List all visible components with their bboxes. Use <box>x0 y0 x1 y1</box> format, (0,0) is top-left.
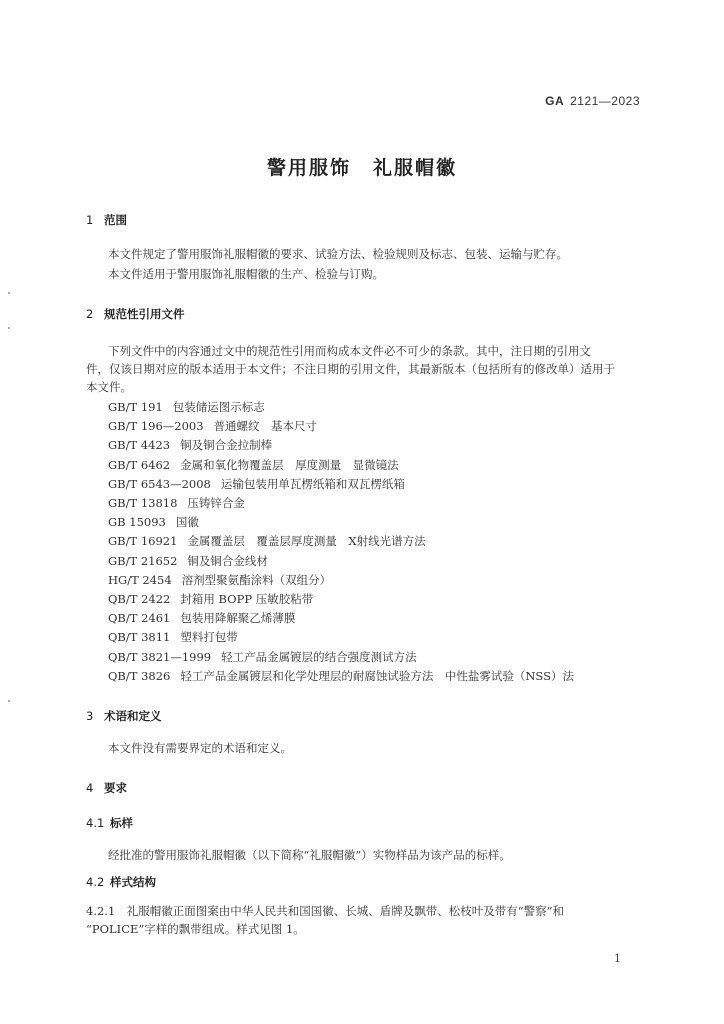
section-title: 术语和定义 <box>104 709 162 723</box>
standard-prefix: GA <box>545 94 565 108</box>
reference-name: 压铸锌合金 <box>187 496 245 511</box>
reference-name: 铜及铜合金拉制棒 <box>180 438 273 453</box>
section-number: 1 <box>86 213 94 227</box>
section-number: 4.1 <box>86 816 105 830</box>
reference-code: GB/T 16921 <box>108 534 178 549</box>
list-item <box>108 456 574 475</box>
reference-name: 溶剂型聚氨酯涂料（双组分） <box>181 572 332 587</box>
list-item <box>108 590 574 609</box>
reference-name: 普通螺纹 基本尺寸 <box>213 419 318 434</box>
list-item <box>108 436 574 455</box>
title-part-1: 警用服饰 <box>266 157 351 179</box>
reference-name: 封箱用 BOPP 压敏胶粘带 <box>180 592 314 607</box>
reference-name: 铜及铜合金线材 <box>187 553 268 568</box>
scan-speck <box>8 700 10 702</box>
list-item <box>108 628 574 647</box>
list-item <box>108 494 574 513</box>
section-1-heading <box>86 212 127 228</box>
standard-number: 2121—2023 <box>570 94 640 108</box>
list-item <box>108 475 574 494</box>
reference-code: QB/T 3826 <box>108 668 171 683</box>
document-title <box>0 153 724 180</box>
reference-code: GB/T 196—2003 <box>108 419 204 434</box>
section-2-intro-line-2: 件，仅该日期对应的版本适用于本文件；不注日期的引用文件，其最新版本（包括所有的修改单）适用于 <box>86 362 615 376</box>
section-1-paragraph-1: 本文件规定了警用服饰礼服帽徽的要求、试验方法、检验规则及标志、包装、运输与贮存。 <box>108 247 568 261</box>
scan-speck <box>8 292 10 294</box>
list-item <box>108 552 574 571</box>
reference-code: HG/T 2454 <box>108 572 172 587</box>
reference-code: QB/T 2422 <box>108 592 171 607</box>
section-2-heading <box>86 306 185 322</box>
reference-code: GB/T 191 <box>108 400 163 414</box>
reference-name: 轻工产品金属镀层和化学处理层的耐腐蚀试验方法 中性盐雾试验（NSS）法 <box>180 668 574 683</box>
section-number: 2 <box>86 307 94 321</box>
reference-name: 金属和氧化物覆盖层 厚度测量 显微镜法 <box>180 457 399 472</box>
section-2-intro-line-1: 下列文件中的内容通过文中的规范性引用而构成本文件必不可少的条款。其中，注日期的引用文 <box>108 344 591 358</box>
reference-name: 国徽 <box>175 515 199 530</box>
section-title: 标样 <box>110 816 133 830</box>
reference-code: GB 15093 <box>108 515 166 530</box>
reference-name: 轻工产品金属镀层的结合强度测试方法 <box>221 649 417 664</box>
section-4-2-1-line-2: “POLICE”字样的飘带组成。样式见图 1。 <box>86 922 305 936</box>
section-title: 规范性引用文件 <box>104 307 185 321</box>
list-item <box>108 609 574 628</box>
section-2-intro-line-3: 本文件。 <box>86 380 132 394</box>
section-4-2-1-line-1: 4.2.1 礼服帽徽正面图案由中华人民共和国国徽、长城、盾牌及飘带、松枝叶及带有“警察”和 <box>86 904 565 918</box>
standard-code <box>545 94 640 108</box>
section-title: 样式结构 <box>110 875 156 889</box>
reference-code: GB/T 6543—2008 <box>108 476 211 491</box>
reference-code: GB/T 13818 <box>108 496 178 511</box>
section-4-heading <box>86 780 127 796</box>
list-item <box>108 417 574 436</box>
reference-name: 运输包装用单瓦楞纸箱和双瓦楞纸箱 <box>220 476 405 491</box>
list-item <box>108 398 574 417</box>
reference-name: 包装用降解聚乙烯薄膜 <box>180 611 296 626</box>
reference-name: 金属覆盖层 覆盖层厚度测量 X射线光谱方法 <box>187 534 426 549</box>
list-item <box>108 532 574 551</box>
section-1-paragraph-2: 本文件适用于警用服饰礼服帽徽的生产、检验与订购。 <box>108 267 384 281</box>
reference-code: QB/T 2461 <box>108 611 171 626</box>
list-item <box>108 571 574 590</box>
title-part-2: 礼服帽徽 <box>373 157 458 179</box>
reference-name: 包装储运图示标志 <box>172 400 265 414</box>
section-number: 4.2 <box>86 875 105 889</box>
page-number: 1 <box>614 952 621 965</box>
section-4-2-heading <box>86 874 156 890</box>
section-title: 要求 <box>104 781 127 795</box>
list-item <box>108 667 574 686</box>
reference-code: GB/T 4423 <box>108 438 171 453</box>
section-4-1-paragraph: 经批准的警用服饰礼服帽徽（以下简称“礼服帽徽”）实物样品为该产品的标样。 <box>108 848 511 862</box>
section-3-paragraph: 本文件没有需要界定的术语和定义。 <box>108 741 292 755</box>
section-title: 范围 <box>104 213 127 227</box>
section-3-heading <box>86 708 162 724</box>
section-4-1-heading <box>86 815 133 831</box>
normative-reference-list <box>108 398 574 686</box>
reference-code: QB/T 3821—1999 <box>108 649 212 664</box>
section-number: 4 <box>86 781 94 795</box>
reference-code: GB/T 6462 <box>108 457 171 472</box>
list-item <box>108 513 574 532</box>
reference-code: GB/T 21652 <box>108 553 178 568</box>
reference-code: QB/T 3811 <box>108 630 171 645</box>
section-number: 3 <box>86 709 94 723</box>
list-item <box>108 648 574 667</box>
scan-speck <box>8 327 10 329</box>
reference-name: 塑料打包带 <box>180 630 238 645</box>
